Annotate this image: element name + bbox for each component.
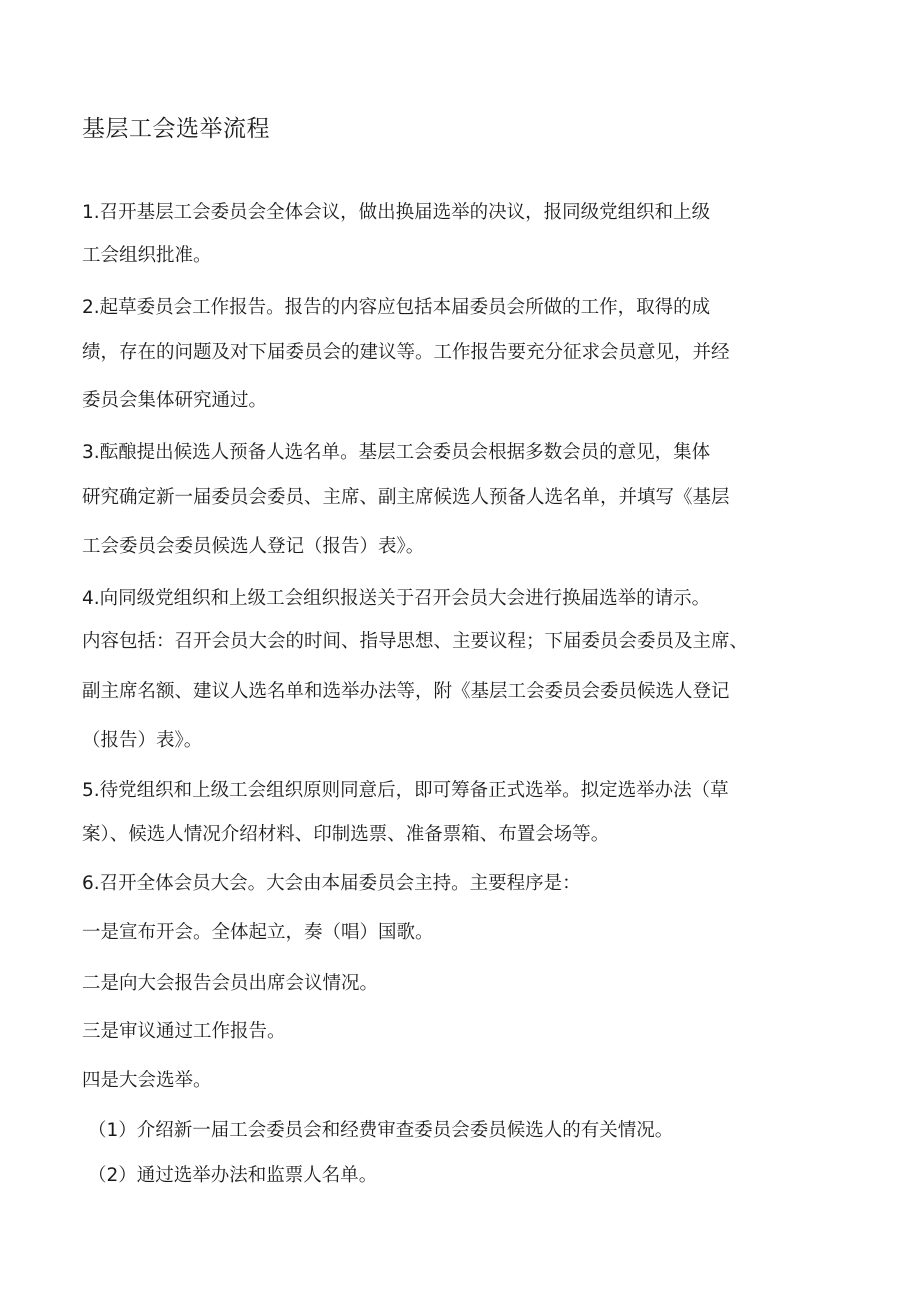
paragraph-line: 案）、候选人情况介绍材料、印制选票、准备票箱、布置会场等。 [82, 824, 610, 845]
paragraph-line: 2.起草委员会工作报告。报告的内容应包括本届委员会所做的工作，取得的成 [82, 297, 711, 318]
paragraph-line: 研究确定新一届委员会委员、主席、副主席候选人预备人选名单，并填写《基层 [82, 487, 730, 508]
paragraph-line: 5.待党组织和上级工会组织原则同意后，即可筹备正式选举。拟定选举办法（草 [82, 780, 729, 801]
paragraph-line: （报告）表》。 [82, 730, 203, 751]
paragraph-line: 四是大会选举。 [82, 1070, 212, 1091]
paragraph-line: 副主席名额、建议人选名单和选举办法等，附《基层工会委员会委员候选人登记 [82, 681, 730, 702]
paragraph-line: 4.向同级党组织和上级工会组织报送关于召开会员大会进行换届选举的请示。 [82, 588, 711, 609]
paragraph-line: 内容包括：召开会员大会的时间、指导思想、主要议程；下届委员会委员及主席、 [82, 631, 749, 652]
list-item: （1）介绍新一届工会委员会和经费审查委员会委员候选人的有关情况。 [88, 1120, 674, 1141]
paragraph-line: 工会委员会委员候选人登记（报告）表》。 [82, 536, 425, 557]
paragraph-line: 三是审议通过工作报告。 [82, 1021, 286, 1042]
paragraph-line: 工会组织批准。 [82, 245, 212, 266]
paragraph-line: 委员会集体研究通过。 [82, 390, 268, 411]
document-title: 基层工会选举流程 [82, 116, 270, 142]
list-item: （2）通过选举办法和监票人名单。 [88, 1165, 378, 1186]
paragraph-line: 二是向大会报告会员出席会议情况。 [82, 973, 379, 994]
paragraph-line: 6.召开全体会员大会。大会由本届委员会主持。主要程序是： [82, 873, 581, 894]
paragraph-line: 绩，存在的问题及对下届委员会的建议等。工作报告要充分征求会员意见，并经 [82, 342, 730, 363]
paragraph-line: 1.召开基层工会委员会全体会议，做出换届选举的决议，报同级党组织和上级 [82, 202, 711, 223]
paragraph-line: 3.酝酿提出候选人预备人选名单。基层工会委员会根据多数会员的意见，集体 [82, 442, 711, 463]
paragraph-line: 一是宣布开会。全体起立，奏（唱）国歌。 [82, 922, 434, 943]
